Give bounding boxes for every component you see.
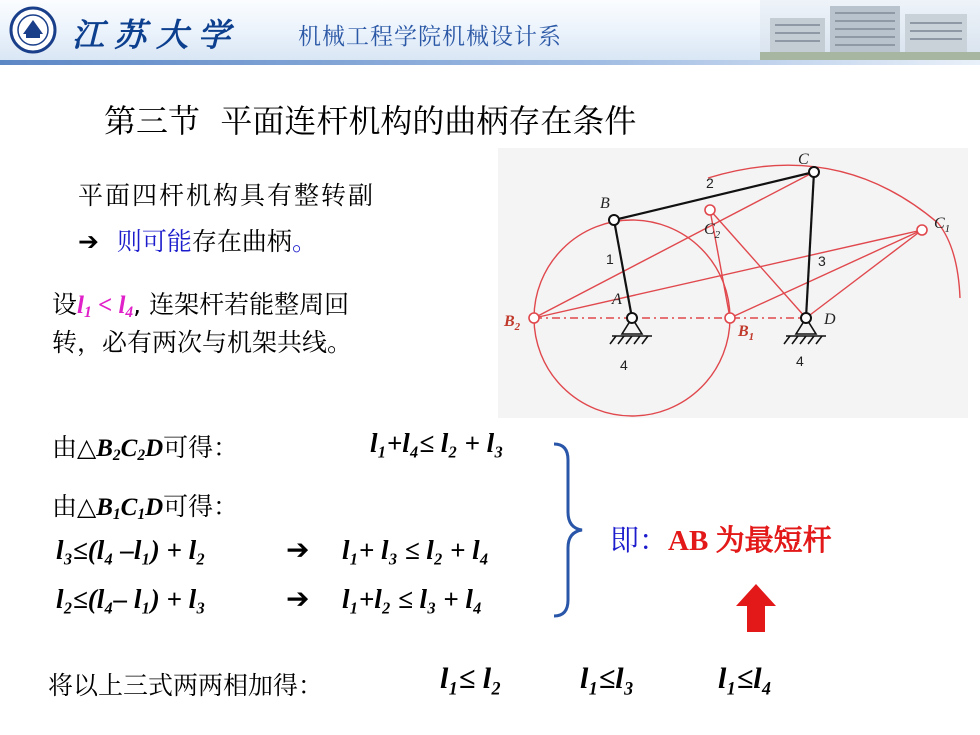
label-b2: $B_2$: [504, 313, 521, 333]
assume-rest: 连架杆若能整周回: [141, 290, 350, 319]
conclusion-text: AB 为最短杆: [668, 525, 832, 557]
up-arrow-icon: [734, 582, 778, 634]
joint-c1: [917, 225, 927, 235]
joint-b1: [725, 313, 735, 323]
intro-rest: 存在曲柄: [191, 227, 292, 256]
department-name: 机械工程学院机械设计系: [298, 24, 562, 50]
label-frame-4a: 4: [620, 357, 628, 373]
label-b1: $B_1$: [738, 323, 755, 343]
label-b: B: [600, 195, 610, 212]
header-band: [0, 0, 980, 78]
assume-l4: $l_4$: [118, 292, 134, 321]
final-label: 将以上三式两两相加得：: [48, 671, 324, 700]
joint-a: [627, 313, 637, 323]
four-bar-linkage-diagram: [498, 148, 968, 418]
equation-3-right: l₁+l₂ ≤ l₃ + l₄: [342, 584, 483, 614]
intro-highlight: 则可能: [116, 227, 192, 256]
joint-c2: [705, 205, 715, 215]
label-link-1: 1: [606, 251, 614, 267]
joint-b2: [529, 313, 539, 323]
result-2: l₁≤l₃: [580, 662, 635, 695]
label-link-2: 2: [706, 175, 714, 191]
intro-period: 。: [291, 227, 317, 256]
equation-3-left: l₂≤(l₄– l₁) + l₃: [56, 584, 206, 614]
label-link-3: 3: [818, 253, 826, 269]
assume-comma: ,: [133, 290, 142, 319]
university-name: 江苏大学: [72, 16, 241, 54]
campus-photo-icon: [760, 0, 980, 60]
label-frame-4b: 4: [796, 353, 804, 369]
right-arrow-icon: ➔: [286, 533, 310, 566]
right-brace-icon: [548, 440, 588, 620]
assumption-line-1: [52, 285, 349, 322]
result-3: l₁≤l₄: [718, 662, 773, 695]
equation-1: l₁+l₄≤ l₂ + l₃: [370, 428, 504, 458]
header-divider: [0, 60, 980, 65]
slide-title: 第三节 平面连杆机构的曲柄存在条件: [104, 102, 637, 140]
label-a: A: [612, 291, 622, 308]
joint-d: [801, 313, 811, 323]
diagram-background: [498, 148, 968, 418]
assume-prefix: 设: [52, 290, 78, 319]
label-c: C: [798, 151, 809, 168]
label-d: D: [824, 311, 836, 328]
triangle-b1c1d-line: 由$\triangle B_1C_1D$可得：: [52, 492, 239, 523]
label-c1: $C_1$: [934, 215, 951, 235]
right-arrow-icon: ➔: [286, 582, 310, 615]
right-arrow-icon: ➔: [78, 227, 99, 256]
intro-line-1: 平面四杆机构具有整转副: [78, 181, 376, 210]
triangle-b2c2d-line: 由$\triangle B_2C_2D$可得：: [52, 433, 239, 464]
equation-2-left: l₃≤(l₄ –l₁) + l₂: [56, 535, 206, 565]
conclusion: [610, 518, 832, 559]
conclusion-prefix: 即: [610, 523, 640, 557]
intro-line-2: [78, 222, 317, 258]
assume-lt: <: [91, 292, 119, 319]
equation-2-right: l₁+ l₃ ≤ l₂ + l₄: [342, 535, 489, 565]
result-1: l₁≤ l₂: [440, 662, 502, 695]
label-c2: $C_2$: [704, 221, 721, 241]
joint-b: [609, 215, 619, 225]
university-seal-icon: [6, 6, 60, 54]
assume-l1: $l_1$: [77, 292, 92, 321]
conclusion-colon: ：: [639, 523, 669, 557]
joint-c: [809, 167, 819, 177]
assumption-line-2: 转，必有两次与机架共线。: [52, 328, 353, 357]
